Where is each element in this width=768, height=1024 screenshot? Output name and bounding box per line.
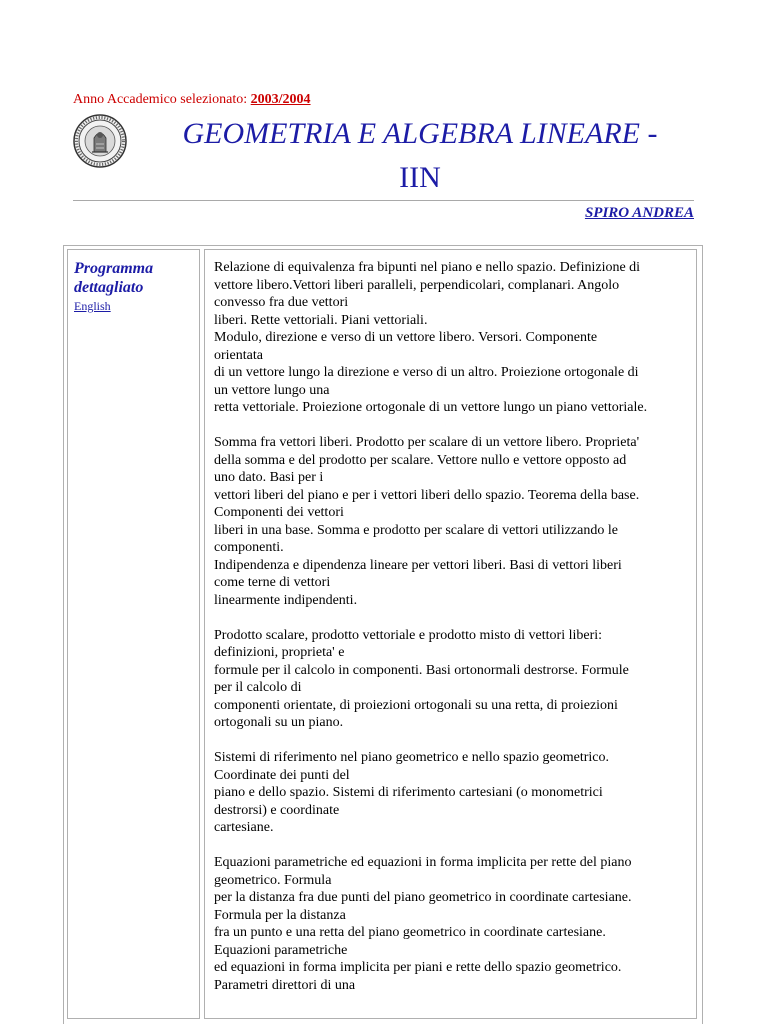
program-text-line: convesso fra due vettori	[214, 295, 349, 310]
program-text-line: Coordinate dei punti del	[214, 767, 350, 783]
program-text-line: liberi. Rette vettoriali. Piani vettoriali.	[214, 312, 428, 328]
program-text-line: Somma fra vettori liberi. Prodotto per scalare di un vettore libero. Proprieta'	[214, 435, 640, 450]
course-code: IIN	[399, 161, 441, 194]
program-label-line2: dettagliato	[74, 279, 144, 296]
program-text-line: ortogonali su un piano.	[214, 715, 344, 730]
program-text-line: Formula per la distanza	[214, 907, 346, 923]
program-paragraph	[214, 434, 692, 609]
program-text-line: Componenti dei vettori	[214, 505, 344, 520]
academic-year-label: Anno Accademico selezionato:	[73, 92, 251, 107]
program-text-line: della somma e del prodotto per scalare. Vettore nullo e vettore opposto ad	[214, 452, 627, 468]
program-text-line: di un vettore lungo la direzione e verso di un altro. Proiezione ortogonale di	[214, 365, 639, 380]
program-text-line: componenti.	[214, 540, 284, 555]
program-paragraph	[214, 259, 692, 417]
program-text-line: geometrico. Formula	[214, 872, 332, 888]
program-text-line: componenti orientate, di proiezioni ortogonali su una retta, di proiezioni	[214, 697, 618, 713]
program-text-line: piano e dello spazio. Sistemi di riferimento cartesiani (o monometrici	[214, 785, 603, 800]
course-title-text: GEOMETRIA E ALGEBRA LINEARE	[182, 117, 640, 150]
program-text-line: formule per il calcolo in componenti. Basi ortonormali destrorse. Formule	[214, 662, 629, 678]
program-text-line: un vettore lungo una	[214, 382, 330, 398]
program-label	[74, 259, 153, 297]
program-text-line: orientata	[214, 347, 263, 363]
program-text-line: Sistemi di riferimento nel piano geometrico e nello spazio geometrico.	[214, 750, 609, 765]
program-text-line: vettore libero.Vettori liberi paralleli, perpendicolari, complanari. Angolo	[214, 277, 620, 293]
university-seal-icon	[73, 114, 127, 168]
program-table	[63, 245, 703, 1024]
program-text-line: vettori liberi del piano e per i vettori liberi dello spazio. Teorema della base.	[214, 487, 640, 503]
header-divider	[73, 200, 694, 201]
program-text-line: definizioni, proprieta' e	[214, 645, 345, 660]
program-text-line: destrorsi) e coordinate	[214, 802, 340, 818]
program-paragraph	[214, 749, 692, 837]
program-text-line: per il calcolo di	[214, 680, 302, 695]
english-link[interactable]: English	[74, 299, 111, 313]
program-text-line: ed equazioni in forma implicita per piani e rette dello spazio geometrico.	[214, 960, 622, 975]
course-title	[140, 112, 700, 200]
program-text-line: Prodotto scalare, prodotto vettoriale e prodotto misto di vettori liberi:	[214, 627, 603, 643]
academic-year-value[interactable]: 2003/2004	[250, 92, 311, 107]
program-text-line: linearmente indipendenti.	[214, 592, 358, 608]
program-text-line: Equazioni parametriche ed equazioni in forma implicita per rette del piano	[214, 855, 632, 870]
program-text-line: retta vettoriale. Proiezione ortogonale di un vettore lungo un piano vettoriale.	[214, 400, 648, 415]
program-label-line1: Programma	[74, 260, 154, 277]
course-title-dash: -	[647, 117, 658, 150]
program-text-line: Parametri direttori di una	[214, 977, 356, 993]
program-text	[214, 259, 692, 1012]
program-text-line: cartesiane.	[214, 820, 274, 835]
program-text-line: fra un punto e una retta del piano geometrico in coordinate cartesiane.	[214, 925, 606, 940]
program-paragraph	[214, 854, 692, 994]
program-text-line: per la distanza fra due punti del piano geometrico in coordinate cartesiane.	[214, 890, 632, 905]
program-text-line: uno dato. Basi per i	[214, 470, 324, 485]
program-text-line: liberi in una base. Somma e prodotto per scalare di vettori utilizzando le	[214, 522, 618, 538]
program-paragraph	[214, 627, 692, 732]
teacher-link[interactable]: SPIRO ANDREA	[584, 205, 694, 221]
program-text-line: come terne di vettori	[214, 575, 331, 590]
program-text-line: Modulo, direzione e verso di un vettore libero. Versori. Componente	[214, 330, 598, 345]
program-content-cell	[204, 249, 697, 1019]
program-text-line: Indipendenza e dipendenza lineare per vettori liberi. Basi di vettori liberi	[214, 557, 622, 573]
program-text-line: Relazione di equivalenza fra bipunti nel piano e nello spazio. Definizione di	[214, 260, 641, 275]
academic-year-line	[73, 92, 311, 108]
program-text-line: Equazioni parametriche	[214, 942, 348, 958]
program-label-cell	[67, 249, 200, 1019]
